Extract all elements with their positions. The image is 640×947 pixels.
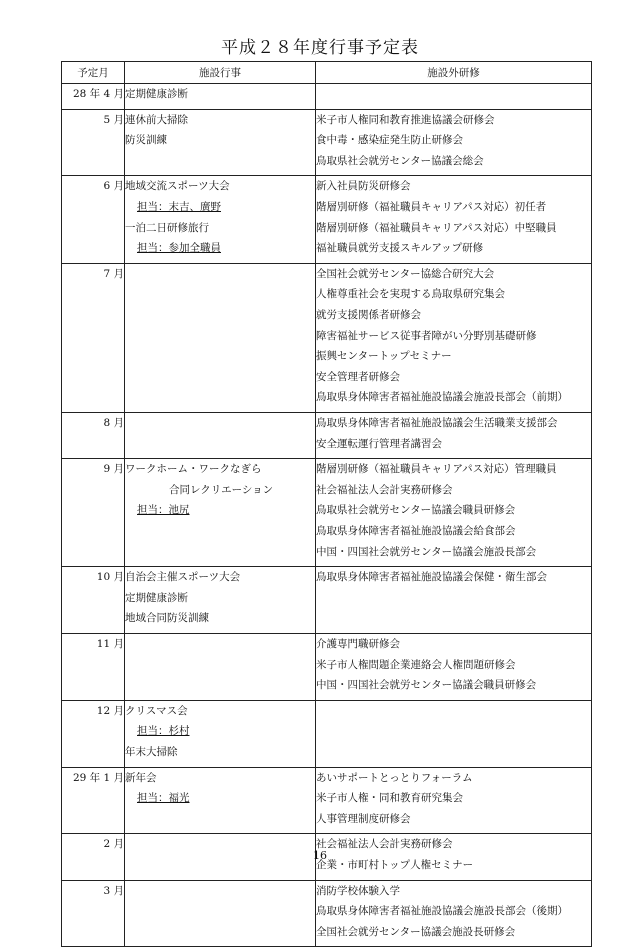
table-header-row (62, 62, 592, 84)
external-training-item: 鳥取県身体障害者福祉施設協議会保健・衛生部会 (316, 571, 547, 584)
internal-event-text: 定期健康診断 (125, 591, 188, 604)
external-training-item: 安全管理者研修会 (316, 370, 400, 383)
person-in-charge (125, 721, 315, 742)
month-cell: 3 月 (62, 880, 125, 947)
table-row (62, 412, 592, 458)
internal-event-text: 自治会主催スポーツ大会 (125, 571, 241, 584)
month-cell: 28 年 4 月 (62, 84, 125, 110)
internal-event-text: 担当：福光 (137, 792, 190, 805)
external-training-cell (316, 263, 592, 412)
internal-event-item (125, 110, 315, 131)
internal-event-text: クリスマス会 (125, 704, 188, 717)
month-cell: 9 月 (62, 459, 125, 567)
internal-events-cell (125, 767, 316, 834)
external-training-item: 鳥取県社会就労センター協議会職員研修会 (316, 504, 516, 517)
internal-events-cell (125, 263, 316, 412)
external-training-item: 人事管理制度研修会 (316, 812, 411, 825)
external-training-item: 安全運転運行管理者講習会 (316, 437, 442, 450)
internal-event-text: 防災訓練 (125, 134, 167, 147)
month-cell: 2 月 (62, 834, 125, 880)
internal-event-text: 連休前大掃除 (125, 113, 188, 126)
internal-event-text: 担当：池尻 (137, 504, 190, 517)
header-month: 予定月 (62, 62, 125, 84)
person-in-charge (125, 788, 315, 809)
internal-event-item (125, 218, 315, 239)
external-training-item: 社会福祉法人会計実務研修会 (316, 483, 453, 496)
month-cell: 10 月 (62, 567, 125, 634)
schedule-table (61, 61, 592, 947)
external-training-item: 就労支援関係者研修会 (316, 308, 421, 321)
external-training-item: 食中毒・感染症発生防止研修会 (316, 134, 463, 147)
external-training-item: 鳥取県社会就労センター協議会総会 (316, 154, 484, 167)
month-cell: 12 月 (62, 700, 125, 767)
internal-event-text: 年末大掃除 (125, 745, 178, 758)
external-training-cell (316, 880, 592, 947)
table-row (62, 459, 592, 567)
internal-event-item (125, 130, 315, 151)
header-internal-events: 施設行事 (125, 62, 316, 84)
external-training-item: 鳥取県身体障害者福祉施設協議会給食部会 (316, 524, 516, 537)
internal-events-cell (125, 567, 316, 634)
external-training-cell (316, 176, 592, 263)
table-row (62, 567, 592, 634)
external-training-cell (316, 459, 592, 567)
internal-events-cell (125, 84, 316, 110)
internal-event-item (125, 567, 315, 588)
external-training-item: 全国社会就労センター協総合研究大会 (316, 267, 495, 280)
external-training-cell (316, 109, 592, 176)
table-row (62, 109, 592, 176)
month-cell: 6 月 (62, 176, 125, 263)
internal-events-cell (125, 412, 316, 458)
external-training-item: 米子市人権同和教育推進協議会研修会 (316, 113, 495, 126)
internal-event-text: 地域交流スポーツ大会 (125, 180, 230, 193)
external-training-item: 企業・市町村トップ人権セミナー (316, 858, 474, 871)
table-row (62, 84, 592, 110)
month-cell: 8 月 (62, 412, 125, 458)
external-training-item: 階層別研修（福祉職員キャリアパス対応）中堅職員 (316, 221, 557, 234)
table-row (62, 633, 592, 700)
header-external-training: 施設外研修 (316, 62, 592, 84)
internal-event-text: 一泊二日研修旅行 (125, 221, 209, 234)
external-training-item: 階層別研修（福祉職員キャリアパス対応）管理職員 (316, 463, 557, 476)
table-row (62, 767, 592, 834)
external-training-item: 中国・四国社会就労センター協議会施設長部会 (316, 545, 537, 558)
internal-event-item (125, 459, 315, 480)
internal-event-item (125, 701, 315, 722)
internal-event-text: 合同レクリエーション (169, 483, 274, 496)
external-training-item: あいサポートとっとりフォーラム (316, 771, 473, 784)
external-training-item: 米子市人権・同和教育研究集会 (316, 792, 463, 805)
table-row (62, 176, 592, 263)
external-training-item: 障害福祉サービス従事者障がい分野別基礎研修 (316, 329, 537, 342)
table-row (62, 700, 592, 767)
internal-event-text: 地域合同防災訓練 (125, 612, 209, 625)
month-cell: 29 年 1 月 (62, 767, 125, 834)
external-training-cell (316, 633, 592, 700)
internal-event-text: 担当：参加全職員 (137, 242, 221, 255)
internal-event-item (125, 176, 315, 197)
internal-event-text: ワークホーム・ワークなぎら (125, 463, 262, 476)
external-training-cell (316, 84, 592, 110)
month-cell: 11 月 (62, 633, 125, 700)
person-in-charge (125, 500, 315, 521)
external-training-cell (316, 700, 592, 767)
external-training-item: 鳥取県身体障害者福祉施設協議会施設長部会（後期） (316, 905, 568, 918)
external-training-cell (316, 567, 592, 634)
page-title: 平成２８年度行事予定表 (221, 38, 419, 58)
internal-event-text: 担当：杉村 (137, 725, 190, 738)
internal-events-cell (125, 633, 316, 700)
external-training-item: 米子市人権問題企業連絡会人権問題研修会 (316, 658, 516, 671)
external-training-item: 中国・四国社会就労センター協議会職員研修会 (316, 679, 537, 692)
external-training-item: 階層別研修（福祉職員キャリアパス対応）初任者 (316, 200, 547, 213)
internal-event-item (125, 768, 315, 789)
external-training-cell (316, 412, 592, 458)
external-training-item: 介護専門職研修会 (316, 637, 400, 650)
external-training-cell (316, 767, 592, 834)
table-row (62, 880, 592, 947)
internal-events-cell (125, 109, 316, 176)
internal-event-text: 定期健康診断 (125, 88, 188, 100)
internal-event-text: 新年会 (125, 771, 157, 784)
external-training-item: 社会福祉法人会計実務研修会 (316, 838, 453, 851)
external-training-item: 全国社会就労センター協議会施設長研修会 (316, 925, 516, 938)
person-in-charge (125, 238, 315, 259)
internal-event-item (125, 84, 315, 105)
page-number: 16 (313, 849, 327, 862)
internal-event-item (125, 608, 315, 629)
external-training-item: 新入社員防災研修会 (316, 180, 411, 193)
internal-event-item (125, 742, 315, 763)
internal-events-cell (125, 880, 316, 947)
external-training-item: 消防学校体験入学 (316, 884, 400, 897)
internal-event-item (125, 588, 315, 609)
external-training-item: 人権尊重社会を実現する鳥取県研究集会 (316, 288, 505, 301)
internal-event-item (125, 480, 315, 501)
person-in-charge (125, 197, 315, 218)
external-training-item: 福祉職員就労支援スキルアップ研修 (316, 242, 484, 255)
internal-events-cell (125, 459, 316, 567)
schedule-body (62, 84, 592, 947)
internal-events-cell (125, 176, 316, 263)
month-cell: 5 月 (62, 109, 125, 176)
external-training-item: 鳥取県身体障害者福祉施設協議会生活職業支援部会 (316, 416, 558, 429)
table-row (62, 263, 592, 412)
internal-events-cell (125, 700, 316, 767)
external-training-item: 鳥取県身体障害者福祉施設協議会施設長部会（前期） (316, 391, 568, 404)
internal-event-text: 担当：末吉、廣野 (137, 200, 221, 213)
month-cell: 7 月 (62, 263, 125, 412)
external-training-item: 振興センタートップセミナー (316, 350, 452, 363)
